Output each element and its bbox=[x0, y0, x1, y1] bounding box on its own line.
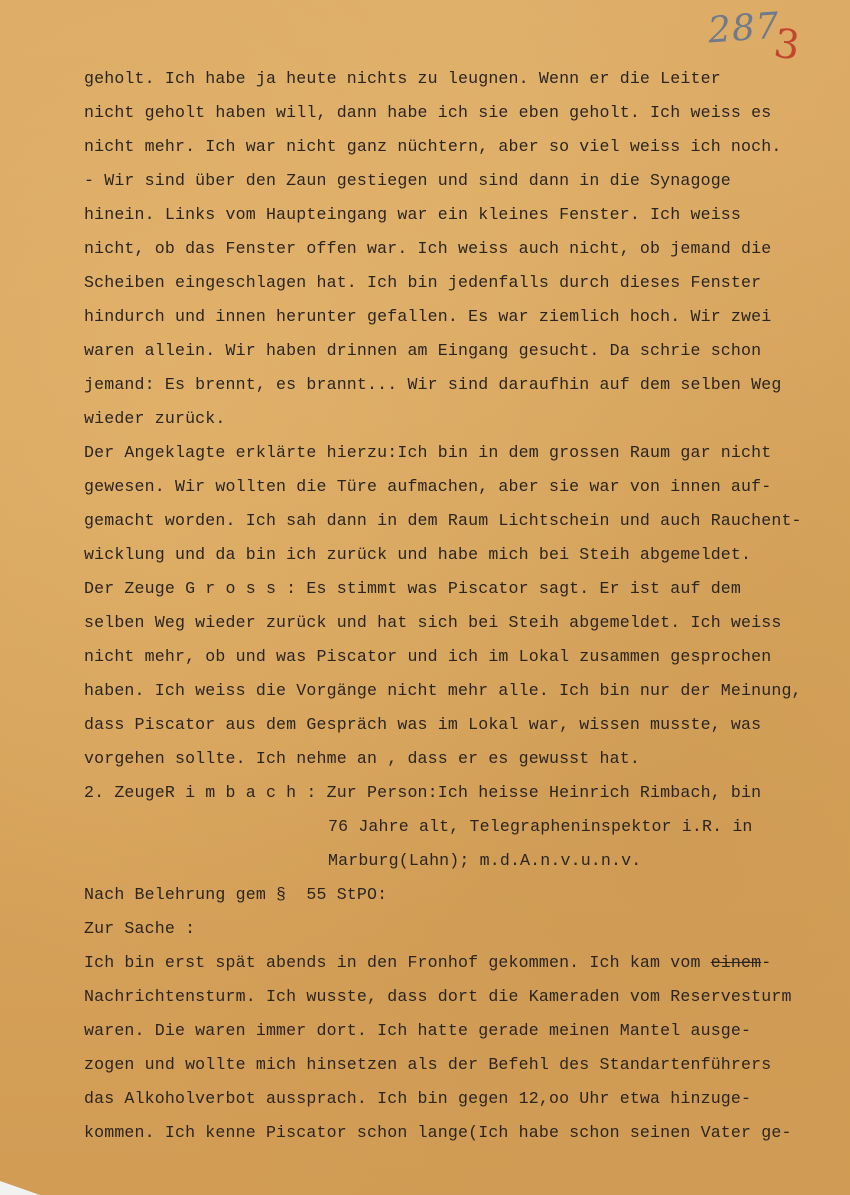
text-line: nicht mehr, ob und was Piscator und ich im Lokal zusammen gesprochen bbox=[84, 647, 772, 666]
text-line: gewesen. Wir wollten die Türe aufmachen, aber sie war von innen auf- bbox=[84, 477, 772, 496]
text-line: - Wir sind über den Zaun gestiegen und sind dann in die Synagoge bbox=[84, 171, 731, 190]
text-line: hindurch und innen herunter gefallen. Es war ziemlich hoch. Wir zwei bbox=[84, 307, 772, 326]
text-line: Nach Belehrung gem § 55 StPO: bbox=[84, 885, 388, 904]
text-line: gemacht worden. Ich sah dann in dem Raum Lichtschein und auch Rauchent- bbox=[84, 511, 802, 530]
page-corner-tear bbox=[0, 1181, 40, 1195]
folio-number: 287 bbox=[706, 5, 782, 52]
text-line: Nachrichtensturm. Ich wusste, dass dort die Kameraden vom Reservesturm bbox=[84, 987, 792, 1006]
text-line-indented: Marburg(Lahn); m.d.A.n.v.u.n.v. bbox=[328, 851, 642, 870]
text-line: Der Angeklagte erklärte hierzu:Ich bin in dem grossen Raum gar nicht bbox=[84, 443, 772, 462]
text-line: zogen und wollte mich hinsetzen als der Befehl des Standartenführers bbox=[84, 1055, 772, 1074]
text-line: hinein. Links vom Haupteingang war ein kleines Fenster. Ich weiss bbox=[84, 205, 742, 224]
text-line: das Alkoholverbot aussprach. Ich bin gegen 12,oo Uhr etwa hinzuge- bbox=[84, 1089, 752, 1108]
text-line: vorgehen sollte. Ich nehme an , dass er es gewusst hat. bbox=[84, 749, 640, 768]
text-line: waren. Die waren immer dort. Ich hatte gerade meinen Mantel ausge- bbox=[84, 1021, 752, 1040]
text-line: waren allein. Wir haben drinnen am Eingang gesucht. Da schrie schon bbox=[84, 341, 762, 360]
text-line: haben. Ich weiss die Vorgänge nicht mehr alle. Ich bin nur der Meinung, bbox=[84, 681, 802, 700]
text-line: dass Piscator aus dem Gespräch was im Lokal war, wissen musste, was bbox=[84, 715, 762, 734]
text-line: Zur Sache : bbox=[84, 919, 196, 938]
text-line: jemand: Es brennt, es brannt... Wir sind daraufhin auf dem selben Weg bbox=[84, 375, 782, 394]
struck-word: einem bbox=[710, 953, 762, 972]
text-line: nicht geholt haben will, dann habe ich sie eben geholt. Ich weiss es bbox=[84, 103, 772, 122]
text-line: wieder zurück. bbox=[84, 409, 226, 428]
text-line: nicht mehr. Ich war nicht ganz nüchtern, aber so viel weiss ich noch. bbox=[84, 137, 782, 156]
text-segment: Ich bin erst spät abends in den Fronhof gekommen. Ich kam vom bbox=[84, 953, 711, 972]
text-line: 2. ZeugeR i m b a c h : Zur Person:Ich heisse Heinrich Rimbach, bin bbox=[84, 783, 762, 802]
text-line: Der Zeuge G r o s s : Es stimmt was Piscator sagt. Er ist auf dem bbox=[84, 579, 742, 598]
text-line: kommen. Ich kenne Piscator schon lange(Ich habe schon seinen Vater ge- bbox=[84, 1123, 792, 1142]
folio-mark: 3 bbox=[770, 20, 803, 70]
text-line: selben Weg wieder zurück und hat sich bei Steih abgemeldet. Ich weiss bbox=[84, 613, 782, 632]
text-segment: - bbox=[761, 953, 772, 972]
typed-text-body bbox=[84, 62, 844, 1150]
text-line: wicklung und da bin ich zurück und habe mich bei Steih abgemeldet. bbox=[84, 545, 752, 564]
text-line: nicht, ob das Fenster offen war. Ich weiss auch nicht, ob jemand die bbox=[84, 239, 772, 258]
text-line: Scheiben eingeschlagen hat. Ich bin jedenfalls durch dieses Fenster bbox=[84, 273, 762, 292]
text-line-with-strike bbox=[84, 946, 844, 980]
text-line: geholt. Ich habe ja heute nichts zu leugnen. Wenn er die Leiter bbox=[84, 69, 721, 88]
text-line-indented: 76 Jahre alt, Telegrapheninspektor i.R. in bbox=[328, 817, 753, 836]
